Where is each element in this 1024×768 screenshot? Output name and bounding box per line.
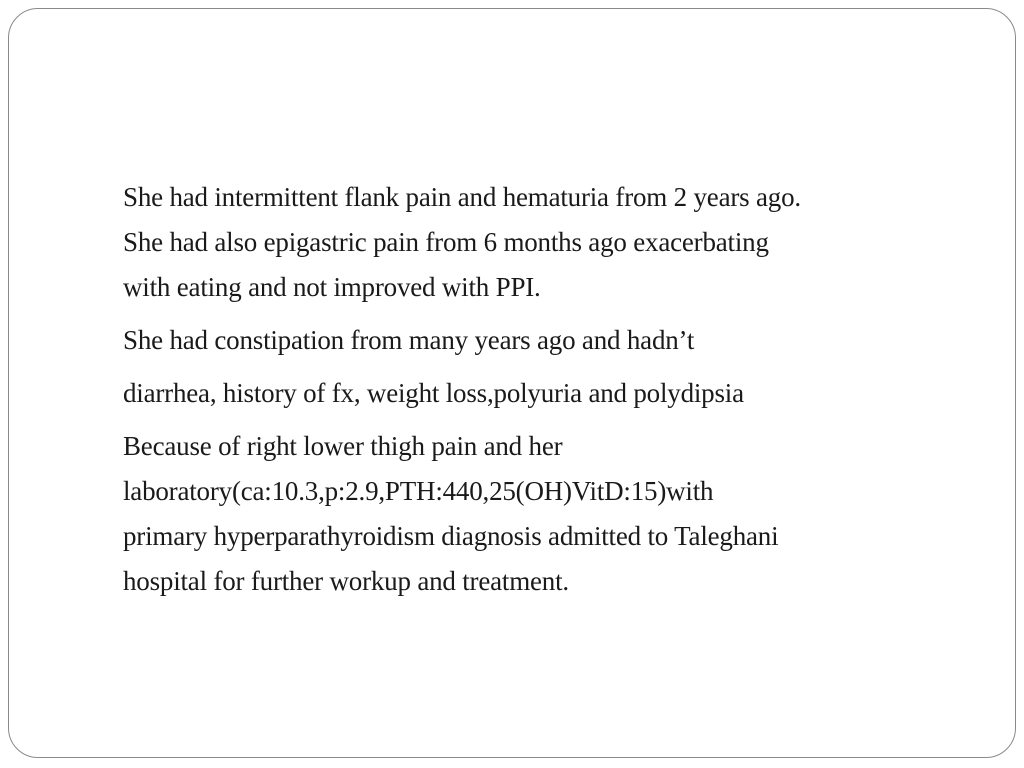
text-line: primary hyperparathyroidism diagnosis admitted to Taleghani bbox=[123, 521, 779, 551]
text-line: She had also epigastric pain from 6 months ago exacerbating bbox=[123, 227, 769, 257]
paragraph-constipation bbox=[123, 318, 1003, 363]
paragraph-history bbox=[123, 175, 1003, 310]
text-line: hospital for further workup and treatment. bbox=[123, 566, 569, 596]
text-line: Because of right lower thigh pain and her bbox=[123, 431, 563, 461]
slide-body-text bbox=[123, 175, 1003, 612]
text-line: laboratory(ca:10.3,p:2.9,PTH:440,25(OH)VitD:15)with bbox=[123, 476, 714, 506]
paragraph-admission bbox=[123, 424, 1003, 604]
text-line: diarrhea, history of fx, weight loss,polyuria and polydipsia bbox=[123, 378, 744, 408]
text-line: with eating and not improved with PPI. bbox=[123, 272, 541, 302]
slide-frame bbox=[8, 8, 1016, 758]
text-line: She had intermittent flank pain and hematuria from 2 years ago. bbox=[123, 182, 801, 212]
paragraph-negatives bbox=[123, 371, 1003, 416]
text-line: She had constipation from many years ago and hadn’t bbox=[123, 325, 695, 355]
